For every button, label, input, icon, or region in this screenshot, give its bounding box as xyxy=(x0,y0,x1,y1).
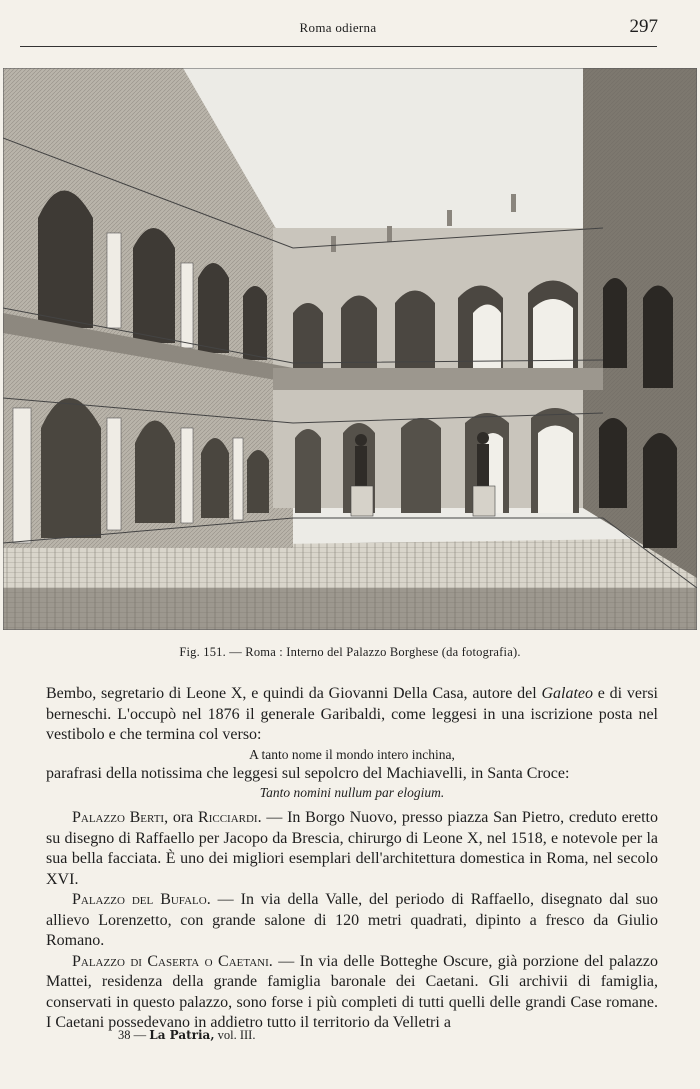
header-rule xyxy=(20,46,657,47)
paragraph-parafrasi: parafrasi della notissima che leggesi sul sepolcro del Machiavelli, in Santa Croce: xyxy=(46,764,570,782)
entry-text: — In Borgo Nuovo, presso piazza San Pietro, creduto eretto su disegno di Raffaello per Jacopo da Brescia, chirurgo di Leone X, nel 1518, e notevole per la sua bella facciata. È uno dei migliori esemplari dell'architettura domestica in Roma, nel secolo XVI. xyxy=(46,809,659,888)
body-text xyxy=(46,684,658,1034)
entry-text: — In via della Valle, del periodo di Raffaello, disegnato dal suo allievo Lorenzetto, con grande salone di 120 metri quadrati, dipinto a fresco da Giulio Romano. xyxy=(46,891,658,949)
running-title: Roma odierna xyxy=(299,20,377,35)
figure-caption: Fig. 151. — Roma : Interno del Palazzo Borghese (da fotografia). xyxy=(179,645,521,659)
publication-name: La Patria, xyxy=(149,1028,215,1042)
entry-text: ora xyxy=(168,809,199,826)
paragraph-bembo xyxy=(46,684,658,746)
entry-heading: Palazzo del Bufalo. xyxy=(72,891,211,908)
entry-text: — In via delle Botteghe Oscure, già porzione del palazzo Mattei, residenza della grande famiglia baronale dei Caetani. Gli archivii di famiglia, conservati in questo palazzo, sono forse i più completi di tutti quelli delle grandi Case romane. I Caetani possedevano in addietro tutto il territorio da Velletri a xyxy=(46,952,659,1031)
latin-quote xyxy=(46,784,658,802)
italic-title: Galateo xyxy=(541,685,593,702)
page-number: 297 xyxy=(629,16,658,37)
page-footer xyxy=(118,1028,255,1043)
paragraph-text: e di versi berneschi. L'occupò nel 1876 il generale Garibaldi, come leggesi in una iscrizione posta nel vestibolo e che termina col verso: xyxy=(46,685,658,743)
entry-heading: Ricciardi. xyxy=(198,809,262,826)
verse-quote: A tanto nome il mondo intero inchina, xyxy=(249,746,455,762)
volume-label: vol. III. xyxy=(214,1028,256,1042)
entry-palazzo-caserta xyxy=(46,952,658,1034)
entry-heading: Palazzo di Caserta o Caetani. xyxy=(72,952,273,970)
entry-palazzo-berti xyxy=(46,808,658,890)
entry-heading: Palazzo Berti, xyxy=(72,809,169,826)
sheet-signature: 38 — xyxy=(118,1028,147,1042)
entry-palazzo-bufalo xyxy=(46,890,658,952)
page-header xyxy=(18,16,658,42)
latin-quote-text: Tanto nomini nullum par elogium. xyxy=(259,785,445,800)
paragraph-text: Bembo, segretario di Leone X, e quindi da Giovanni Della Casa, autore del xyxy=(46,685,542,702)
engraving-illustration xyxy=(3,68,697,630)
